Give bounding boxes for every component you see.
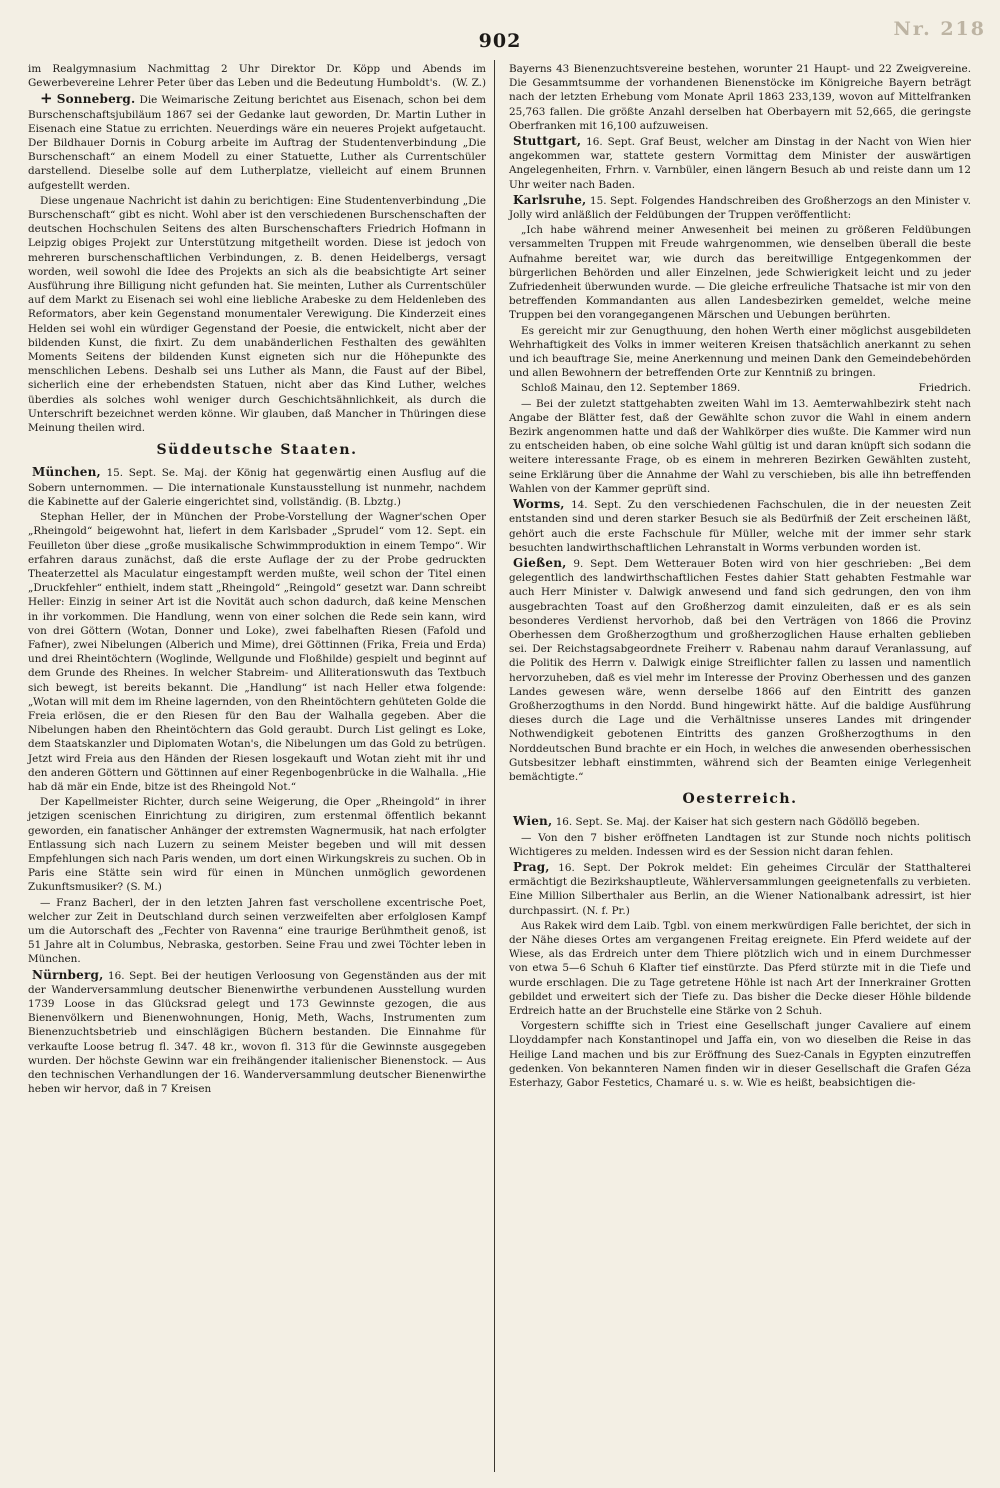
- article-text: Die Weimarische Zeitung berichtet aus Eisenach, schon bei dem Burschenschaftsjubiläum 1867 sei der Gedanke laut geworden, Dr. Martin Luther in Eisenach eine Statue zu errichten. Neuerdings wäre ein neueres Projekt aufgetaucht. Der Bildhauer Dornis in Coburg arbeite im Auftrag der Studentenverbindung „Die Burschenschaft“ an einem Modell zu einer Statuette, Luther als Currentschüler darstellend. Dieselbe solle auf dem Lutherplatze, vielleicht auf einem Brunnen aufgestellt werden.: [28, 94, 486, 192]
- left-column: [28, 62, 486, 1097]
- article-text: 16. Sept. Bei der heutigen Verloosung von Gegenständen aus der mit der Wanderversammlung deutscher Bienenwirthe verbundenen Ausstellung wurden 1739 Loose in das Glücksrad gelegt und 173 Gewinnste gezogen, die aus Bienenvölkern und Bienenwohnungen, Honig, Meth, Wachs, Instrumenten zum Bienenzuchtsbetrieb und einschlägigen Büchern bestanden. Die Einnahme für verkaufte Loose betrug fl. 347. 48 kr., wovon fl. 313 für die Gewinnste ausgegeben wurden. Der höchste Gewinn war ein freihängender italienischer Bienenstock. — Aus den technischen Verhandlungen der 16. Wanderversammlung deutscher Bienenwirthe heben wir hervor, daß in 7 Kreisen: [28, 969, 486, 1096]
- article-text: 14. Sept. Zu den verschiedenen Fachschulen, die in der neuesten Zeit entstanden sind und deren starker Besuch sie als Bedürfniß der Zeit erscheinen läßt, gehört auch die erste Fachschule für Müller, welche mit der immer sehr stark besuchten landwirthschaftlichen Lehranstalt in Worms verbunden worden ist.: [509, 499, 971, 554]
- page-number: 902: [478, 30, 522, 52]
- section-heading-sueddeutsche: Süddeutsche Staaten.: [156, 442, 358, 459]
- section-heading-oesterreich: Oesterreich.: [682, 791, 798, 808]
- article-text: im Realgymnasium Nachmittag 2 Uhr Direktor Dr. Köpp und Abends im Gewerbevereine Lehrer Peter über das Leben und die Bedeutung Humboldt's.: [28, 63, 486, 90]
- article-text: 16. Sept. Graf Beust, welcher am Dinstag in der Nacht von Wien hier angekommen war, stattete gestern Vormittag dem Minister der auswärtigen Angelegenheiten, Frhrn. v. Varnbüler, einen längern Besuch ab und reiste dann um 12 Uhr weiter nach Baden.: [509, 136, 971, 191]
- dateline-place: Karlsruhe,: [513, 192, 587, 207]
- source-citation: (W. Z.): [452, 77, 486, 90]
- page-header: [0, 0, 1000, 60]
- article-text: 16. Sept. Se. Maj. der Kaiser hat sich gestern nach Gödöllö begeben.: [555, 816, 920, 829]
- article-prag: [509, 860, 971, 918]
- article-paragraph: — Franz Bacherl, der in den letzten Jahren fast verschollene excentrische Poet, welcher zur Zeit in Deutschland durch seinen verzweifelten aber erfolglosen Kampf um die Autorschaft des „Fechter von Ravenna“ eine traurige Berühmtheit genoß, ist 51 Jahre alt in Columbus, Nebraska, gestorben. Seine Frau und zwei Töchter leben in München.: [28, 896, 486, 966]
- article-paragraph: Diese ungenaue Nachricht ist dahin zu berichtigen: Eine Studentenverbindung „Die Burschenschaft“ gibt es nicht. Wohl aber ist den verschiedenen Burschenschaften der deutschen Hochschulen Seitens des alten Burschenschafters Friedrich Hofmann in Leipzig obiges Projekt zur Unterstützung mitgetheilt worden. Diese ist jedoch von mehreren burschenschaftlichen Verbindungen, z. B. denen Heidelbergs, versagt worden, weil sowohl die Idee des Projekts an sich als die beabsichtigte Art seiner Ausführung ihre Billigung nicht gefunden hat. Sie meinten, Luther als Currentschüler auf dem Markt zu Eisenach sei wohl eine liebliche Arabeske zu dem Heldenleben des Reformators, aber kein Gegenstand monumentaler Verewigung. Die Kinderzeit eines Helden sei wohl ein würdiger Gegenstand der Poesie, die entwickelt, nicht aber der bildenden Kunst, die fixirt. Zu dem unabänderlichen Festhalten des gewählten Moments Seitens der bildenden Kunst eigneten sich nur die Höhepunkte des menschlichen Lebens. Deshalb sei uns Luther als Mann, die Faust auf der Bibel, sicherlich eine der erhebendsten Statuen, nicht aber das Kind Luther, welches überdies als solches wohl weniger durch Geschichtsähnlichkeit, als durch die Unterschrift bezeichnet werden könne. Wir glauben, daß Mancher in Thüringen diese Meinung theilen wird.: [28, 194, 486, 435]
- signature-name: Friedrich.: [918, 382, 971, 395]
- column-divider: [494, 60, 495, 1472]
- article-paragraph: — Von den 7 bisher eröffneten Landtagen ist zur Stunde noch nichts politisch Wichtigeres zu melden. Indessen wird es der Session nicht daran fehlen.: [509, 831, 971, 858]
- dateline-place: Sonneberg.: [56, 92, 136, 107]
- dateline-place: Prag,: [513, 859, 550, 874]
- article-giessen: [509, 556, 971, 784]
- letter-paragraph: Es gereicht mir zur Genugthuung, den hohen Werth einer möglichst ausgebildeten Wehrhaftigkeit des Volks in immer weiteren Kreisen thatsächlich anerkannt zu sehen und ich beauftrage Sie, meine Anerkennung und meinen Dank den Gemeindebehörden und allen Bewohnern der betreffenden Orte zur Kenntniß zu bringen.: [509, 324, 971, 380]
- dateline-place: Worms,: [513, 497, 565, 512]
- article-text: 9. Sept. Dem Wetterauer Boten wird von hier geschrieben: „Bei dem gelegentlich des landwirthschaftlichen Festes dahier Statt gehabten Festmahle war auch Herr Minister v. Dalwigk anwesend und fand sich gedrungen, den von ihm ausgebrachten Toast auf den Großherzog damit einzuleiten, daß er es als sein besonderes Verdienst hervorhob, daß bei den Verträgen von 1866 die Provinz Oberhessen dem Großherzogthum und großherzoglichen Hause erhalten geblieben sei. Der Reichstagsabgeordnete Freiherr v. Rabenau nahm darauf Veranlassung, auf die Politik des Herrn v. Dalwigk einige Streiflichter fallen zu lassen und namentlich hervorzuheben, daß es viel mehr im Interesse der Provinz Oberhessen und des ganzen Landes gewesen wäre, wenn derselbe 1866 auf den Eintritt des ganzen Großherzogthums in den Nordd. Bund hingewirkt hätte. Auf die baldige Ausführung dieses durch die Lage und die Verhältnisse unseres Landes mit dringender Nothwendigkeit gebotenen Eintritts des ganzen Großherzogthums in den Norddeutschen Bund brachte er ein Hoch, in welches die anwesenden oberhessischen Gutsbesitzer lebhaft einstimmten, während sich der Beamten einige Verlegenheit bemächtigte.“: [509, 557, 971, 783]
- article-paragraph: — Bei der zuletzt stattgehabten zweiten Wahl im 13. Aemterwahlbezirk steht nach Angabe der Blätter fest, daß der Gewählte schon zuvor die Wahl in einem andern Bezirk angenommen hatte und daß der Wahlkörper dies wußte. Die Kammer wird nun zu entscheiden haben, ob eine solche Wahl gültig ist und daran knüpft sich sodann die weitere interessante Frage, ob es einem in mehreren Bezirken Gewählten zusteht, seine Erklärung über die Annahme der Wahl zu verschieben, bis alle ihn betreffenden Wahlen von der Kammer geprüft sind.: [509, 397, 971, 495]
- dateline-place: Nürnberg,: [32, 967, 104, 982]
- letter-paragraph: „Ich habe während meiner Anwesenheit bei meinen zu größeren Feldübungen versammelten Truppen mit Freude wahrgenommen, wie denselben überall die beste Aufnahme bereitet war, wie durch das bereitwillige Entgegenkommen der bürgerlichen Behörden und aller Einzelnen, jede Schwierigkeit leicht und zu jeder Zufriedenheit überwunden wurde. — Die gleiche erfreuliche Thatsache ist mir von den betreffenden Kommandanten aus allen Landesbezirken gemeldet, welche meine Truppen bei den vorangegangenen Märschen und Uebungen berührten.: [509, 224, 971, 322]
- dateline-place: Gießen,: [513, 555, 567, 570]
- article-continuation: [28, 62, 486, 90]
- article-text: 16. Sept. Der Pokrok meldet: Ein geheimes Circulär der Statthalterei ermächtigt die Bezirkshauptleute, Wählerversammlungen geeignetenfalls zu verbieten. Eine Million Silberthaler aus Berlin, an die Wiener Nationalbank adressirt, ist hier durchpassirt. (N. f. Pr.): [509, 861, 971, 917]
- article-wien: [509, 814, 971, 829]
- article-paragraph: Stephan Heller, der in München der Probe-Vorstellung der Wagner'schen Oper „Rheingold“ beigewohnt hat, liefert in dem Karlsbader „Sprudel“ vom 12. Sept. ein Feuilleton über diese „große musikalische Schwimmproduktion in einem Tempo“. Wir erfahren daraus zunächst, daß die erste Auflage der zu der Probe gedruckten Theaterzettel als Maculatur eingestampft werden mußte, weil schon der Titel einen „Druckfehler“ enthielt, indem statt „Rheingold“ „Reingold“ gesetzt war. Dann schreibt Heller: Einzig in seiner Art ist die Novität auch schon dadurch, daß keine Menschen in ihr vorkommen. Die Handlung, wenn von einer solchen die Rede sein kann, wird von drei Göttern (Wotan, Donner und Loke), zwei fabelhaften Riesen (Fafold und Fafner), zwei Nibelungen (Alberich und Mime), drei Göttinnen (Frika, Freia und Erda) und drei Rheintöchtern (Woglinde, Wellgunde und Floßhilde) gespielt und beginnt auf dem Grunde des Rheines. In welcher Stabreim- und Alliterationswuth das Textbuch sich bewegt, ist bereits bekannt. Die „Handlung“ ist nach Heller etwa folgende: „Wotan will mit dem im Rheine lagernden, von den Rheintöchtern gehüteten Golde die Freia erlösen, die er den Riesen für den Bau der Walhalla gegeben. Aber die Nibelungen haben den Rheintöchtern das Gold geraubt. Durch List gelingt es Loke, dem Staatskanzler und Diplomaten Wotan's, die Nibelungen um das Gold zu betrügen. Jetzt wird Freia aus den Händen der Riesen losgekauft und Wotan zieht mit ihr und den anderen Göttern und Göttinnen auf einer Regenbogenbrücke in die Walhalla. „Hie hab dä mär ein Ende, bitze ist des Rheingold Not.“: [28, 511, 486, 793]
- right-column: [509, 62, 971, 1091]
- bleed-through-header: Nr. 218: [893, 18, 986, 40]
- article-paragraph: Aus Rakek wird dem Laib. Tgbl. von einem merkwürdigen Falle berichtet, der sich in der Nähe dieses Ortes am vergangenen Freitag ereignete. Ein Pferd weidete auf der Wiese, als das Erdreich unter dem Thiere plötzlich wich und in einem Durchmesser von etwa 5—6 Schuh 6 Klafter tief einstürzte. Das Pferd stürzte mit in die Tiefe und wurde erschlagen. Die zu Tage getretene Höhle ist nach Art der Innerkrainer Grotten gebildet und erweitert sich der Tiefe zu. Das bisher die Decke dieser Höhle bildende Erdreich hatte an der Bruchstelle eine Stärke von 2 Schuh.: [509, 919, 971, 1017]
- letter-signature: [509, 381, 971, 395]
- article-continuation: Bayerns 43 Bienenzuchtsvereine bestehen, worunter 21 Haupt- und 22 Zweigvereine. Die Gesammtsumme der vorhandenen Bienenstöcke im Königreiche Bayern beträgt nach der letzten Erhebung vom Monate April 1863 233,139, wovon auf Mittelfranken 25,763 fallen. Die größte Anzahl derselben hat Oberbayern mit 52,665, die geringste Oberfranken mit 16,100 aufzuweisen.: [509, 63, 971, 132]
- article-muenchen: [28, 465, 486, 509]
- article-sonneberg: [28, 91, 486, 192]
- article-karlsruhe: [509, 193, 971, 222]
- cross-mark: +: [40, 89, 53, 108]
- dateline-place: München,: [32, 465, 101, 480]
- article-worms: [509, 497, 971, 555]
- article-paragraph: Vorgestern schiffte sich in Triest eine Gesellschaft junger Cavaliere auf einem Lloyddampfer nach Konstantinopel und Jaffa ein, von wo dieselben die Reise in das Heilige Land machen und bis zur Eröffnung des Suez-Canals in Egypten einzutreffen gedenken. Von bekannteren Namen finden wir in dieser Gesellschaft die Grafen Géza Esterhazy, Gabor Festetics, Chamaré u. s. w. Wie es heißt, beabsichtigen die-: [509, 1020, 971, 1090]
- signature-place-date: Schloß Mainau, den 12. September 1869.: [521, 382, 741, 395]
- article-stuttgart: [509, 134, 971, 192]
- article-text: 15. Sept. Se. Maj. der König hat gegenwärtig einen Ausflug auf die Sobern unternommen. — Die internationale Kunstausstellung ist nunmehr, nachdem die Kabinette auf der Galerie eingerichtet sind, vollständig. (B. Lbztg.): [28, 467, 486, 508]
- article-paragraph: Der Kapellmeister Richter, durch seine Weigerung, die Oper „Rheingold“ in ihrer jetzigen scenischen Einrichtung zu dirigiren, zum erstenmal öffentlich bekannt geworden, ein fanatischer Anhänger der extremsten Wagnermusik, hat nach erfolgter Entlassung sich nach Luzern zu seinem Meister begeben und will mit dessen Empfehlungen sich nach Paris wenden, um dort einen Wirkungskreis zu suchen. Ob in Paris eine Stätte sein wird für einen in München unmöglich gewordenen Zukunftsmusiker? (S. M.): [28, 796, 486, 894]
- article-text: 15. Sept. Folgendes Handschreiben des Großherzogs an den Minister v. Jolly wird anläßlich der Feldübungen der Truppen veröffentlicht:: [509, 194, 971, 222]
- dateline-place: Stuttgart,: [513, 134, 582, 149]
- dateline-place: Wien,: [513, 814, 553, 829]
- article-nuernberg: [28, 968, 486, 1097]
